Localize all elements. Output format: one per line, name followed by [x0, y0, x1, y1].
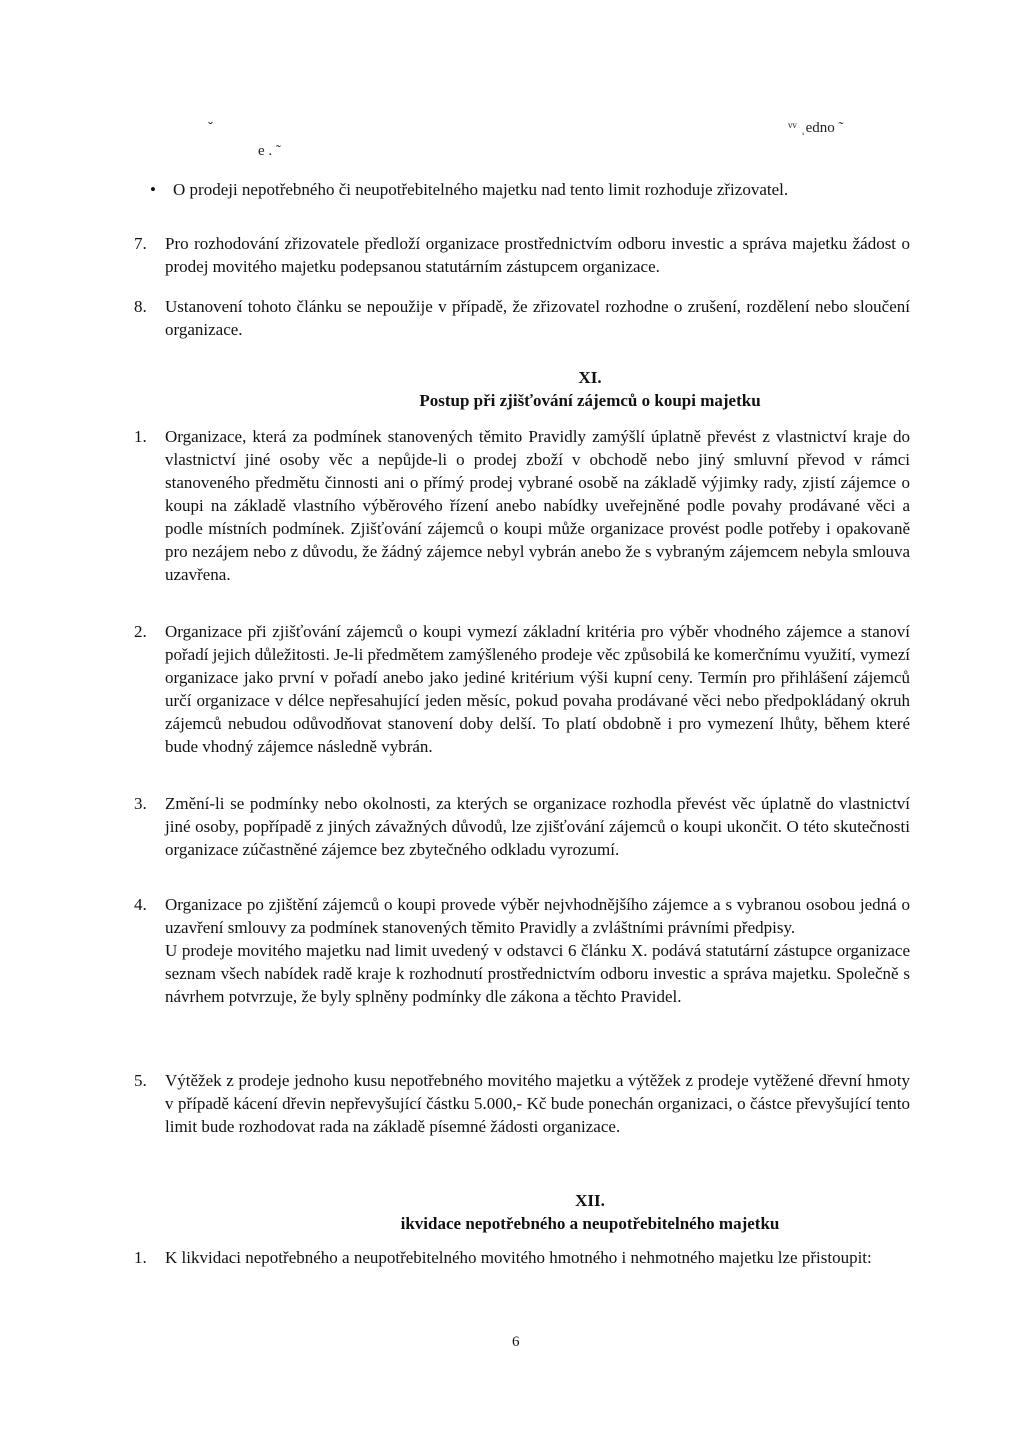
item-number: 1. — [134, 427, 147, 446]
item-number: 4. — [134, 895, 147, 914]
item-number: 3. — [134, 794, 147, 813]
item-text: Pro rozhodování zřizovatele předloží organizace prostřednictvím odboru investic a správa majetku žádost o prodej movitého majetku podepsanou statutárním zástupcem organizace. — [165, 234, 910, 276]
item-number: 1. — [134, 1248, 147, 1267]
list-item — [134, 893, 910, 1008]
item-text-continued: U prodeje movitého majetku nad limit uvedený v odstavci 6 článku X. podává statutární zástupce organizace seznam všech nabídek radě kraje k rozhodnutí prostřednictvím odboru investic a správa majetku. Společně s návrhem potvrzuje, že byly splněny podmínky dle zákona a těchto Pravidel. — [165, 941, 910, 1006]
item-number: 2. — [134, 622, 147, 641]
item-text: Organizace při zjišťování zájemců o koupi vymezí základní kritéria pro výběr vhodného zájemce a stanoví pořadí jejich důležitosti. Je-li předmětem zamýšleného prodeje věc způsobilá ke komerčnímu využití, vymezí organizace jako první v pořadí anebo jako jediné kritérium výši kupní ceny. Termín pro přihlášení zájemců určí organizace v délce nepřesahující jeden měsíc, pokud povaha prodávané věci nebo předpokládaný okruh zájemců nebudou odůvodňovat stanovení doby delší. To platí obdobně i pro vymezení lhůty, během které bude vhodný zájemce následně vybrán. — [165, 622, 910, 756]
bullet-paragraph — [150, 178, 910, 201]
header-fragment-left-top: ˇ — [208, 120, 213, 136]
list-item — [134, 425, 910, 586]
item-text: Organizace po zjištění zájemců o koupi provede výběr nejvhodnějšího zájemce a s vybranou osobou jedná o uzavření smlouvy za podmínek stanovených těmito Pravidly a zvláštními právními předpisy. — [165, 895, 910, 937]
item-text: Ustanovení tohoto článku se nepoužije v případě, že zřizovatel rozhodne o zrušení, rozdělení nebo sloučení organizace. — [165, 297, 910, 339]
header-fragment-left-bottom: e . ˜ — [258, 143, 281, 159]
list-item — [134, 295, 910, 341]
item-text: Výtěžek z prodeje jednoho kusu nepotřebného movitého majetku a výtěžek z prodeje vytěžené dřevní hmoty v případě kácení dřevin nepřevyšující částku 5.000,- Kč bude ponechán organizaci, o částce převyšující tento limit bude rozhodovat rada na základě písemné žádosti organizace. — [165, 1071, 910, 1136]
list-item — [134, 1069, 910, 1138]
item-number: 8. — [134, 297, 147, 316]
section-xii-title: ikvidace nepotřebného a neupotřebitelného majetku — [400, 1214, 780, 1233]
list-item — [134, 792, 910, 861]
item-text-block — [165, 893, 910, 1008]
bullet-icon: • — [150, 180, 156, 199]
page-number: 6 — [512, 1334, 520, 1350]
section-xi-number: XI. — [578, 368, 602, 387]
list-item — [134, 620, 910, 758]
item-number: 5. — [134, 1071, 147, 1090]
list-item — [134, 232, 910, 278]
section-xi-title: Postup při zjišťování zájemců o koupi majetku — [419, 391, 761, 410]
header-fragment-right: ᵛᵛ ˌedno ˜ — [788, 120, 844, 136]
list-item — [134, 1246, 910, 1269]
item-text: Změní-li se podmínky nebo okolnosti, za kterých se organizace rozhodla převést věc úplatně do vlastnictví jiné osoby, popřípadě z jiných závažných důvodů, lze zjišťování zájemců o koupi ukončit. O této skutečnosti organizace zúčastněné zájemce bez zbytečného odkladu vyrozumí. — [165, 794, 910, 859]
item-text: Organizace, která za podmínek stanovených těmito Pravidly zamýšlí úplatně převést z vlastnictví kraje do vlastnictví jiné osoby věc a nepůjde-li o prodej zboží v obchodě nebo jiný smluvní převod v rámci stanoveného předmětu činnosti ani o přímý prodej vybrané osobě na základě výjimky rady, zjistí zájemce o koupi na základě vlastního výběrového řízení anebo nabídky uveřejněné podle povahy prodávané věci a podle místních podmínek. Zjišťování zájemců o koupi může organizace provést podle potřeby i opakovaně pro nezájem nebo z důvodu, že žádný zájemce nebyl vybrán anebo že s vybraným zájemcem nebyla smlouva uzavřena. — [165, 427, 910, 584]
section-xii-number: XII. — [575, 1191, 605, 1210]
bullet-text: O prodeji nepotřebného či neupotřebitelného majetku nad tento limit rozhoduje zřizovatel. — [173, 180, 789, 199]
item-text: K likvidaci nepotřebného a neupotřebitelného movitého hmotného i nehmotného majetku lze přistoupit: — [165, 1248, 872, 1267]
item-number: 7. — [134, 234, 147, 253]
